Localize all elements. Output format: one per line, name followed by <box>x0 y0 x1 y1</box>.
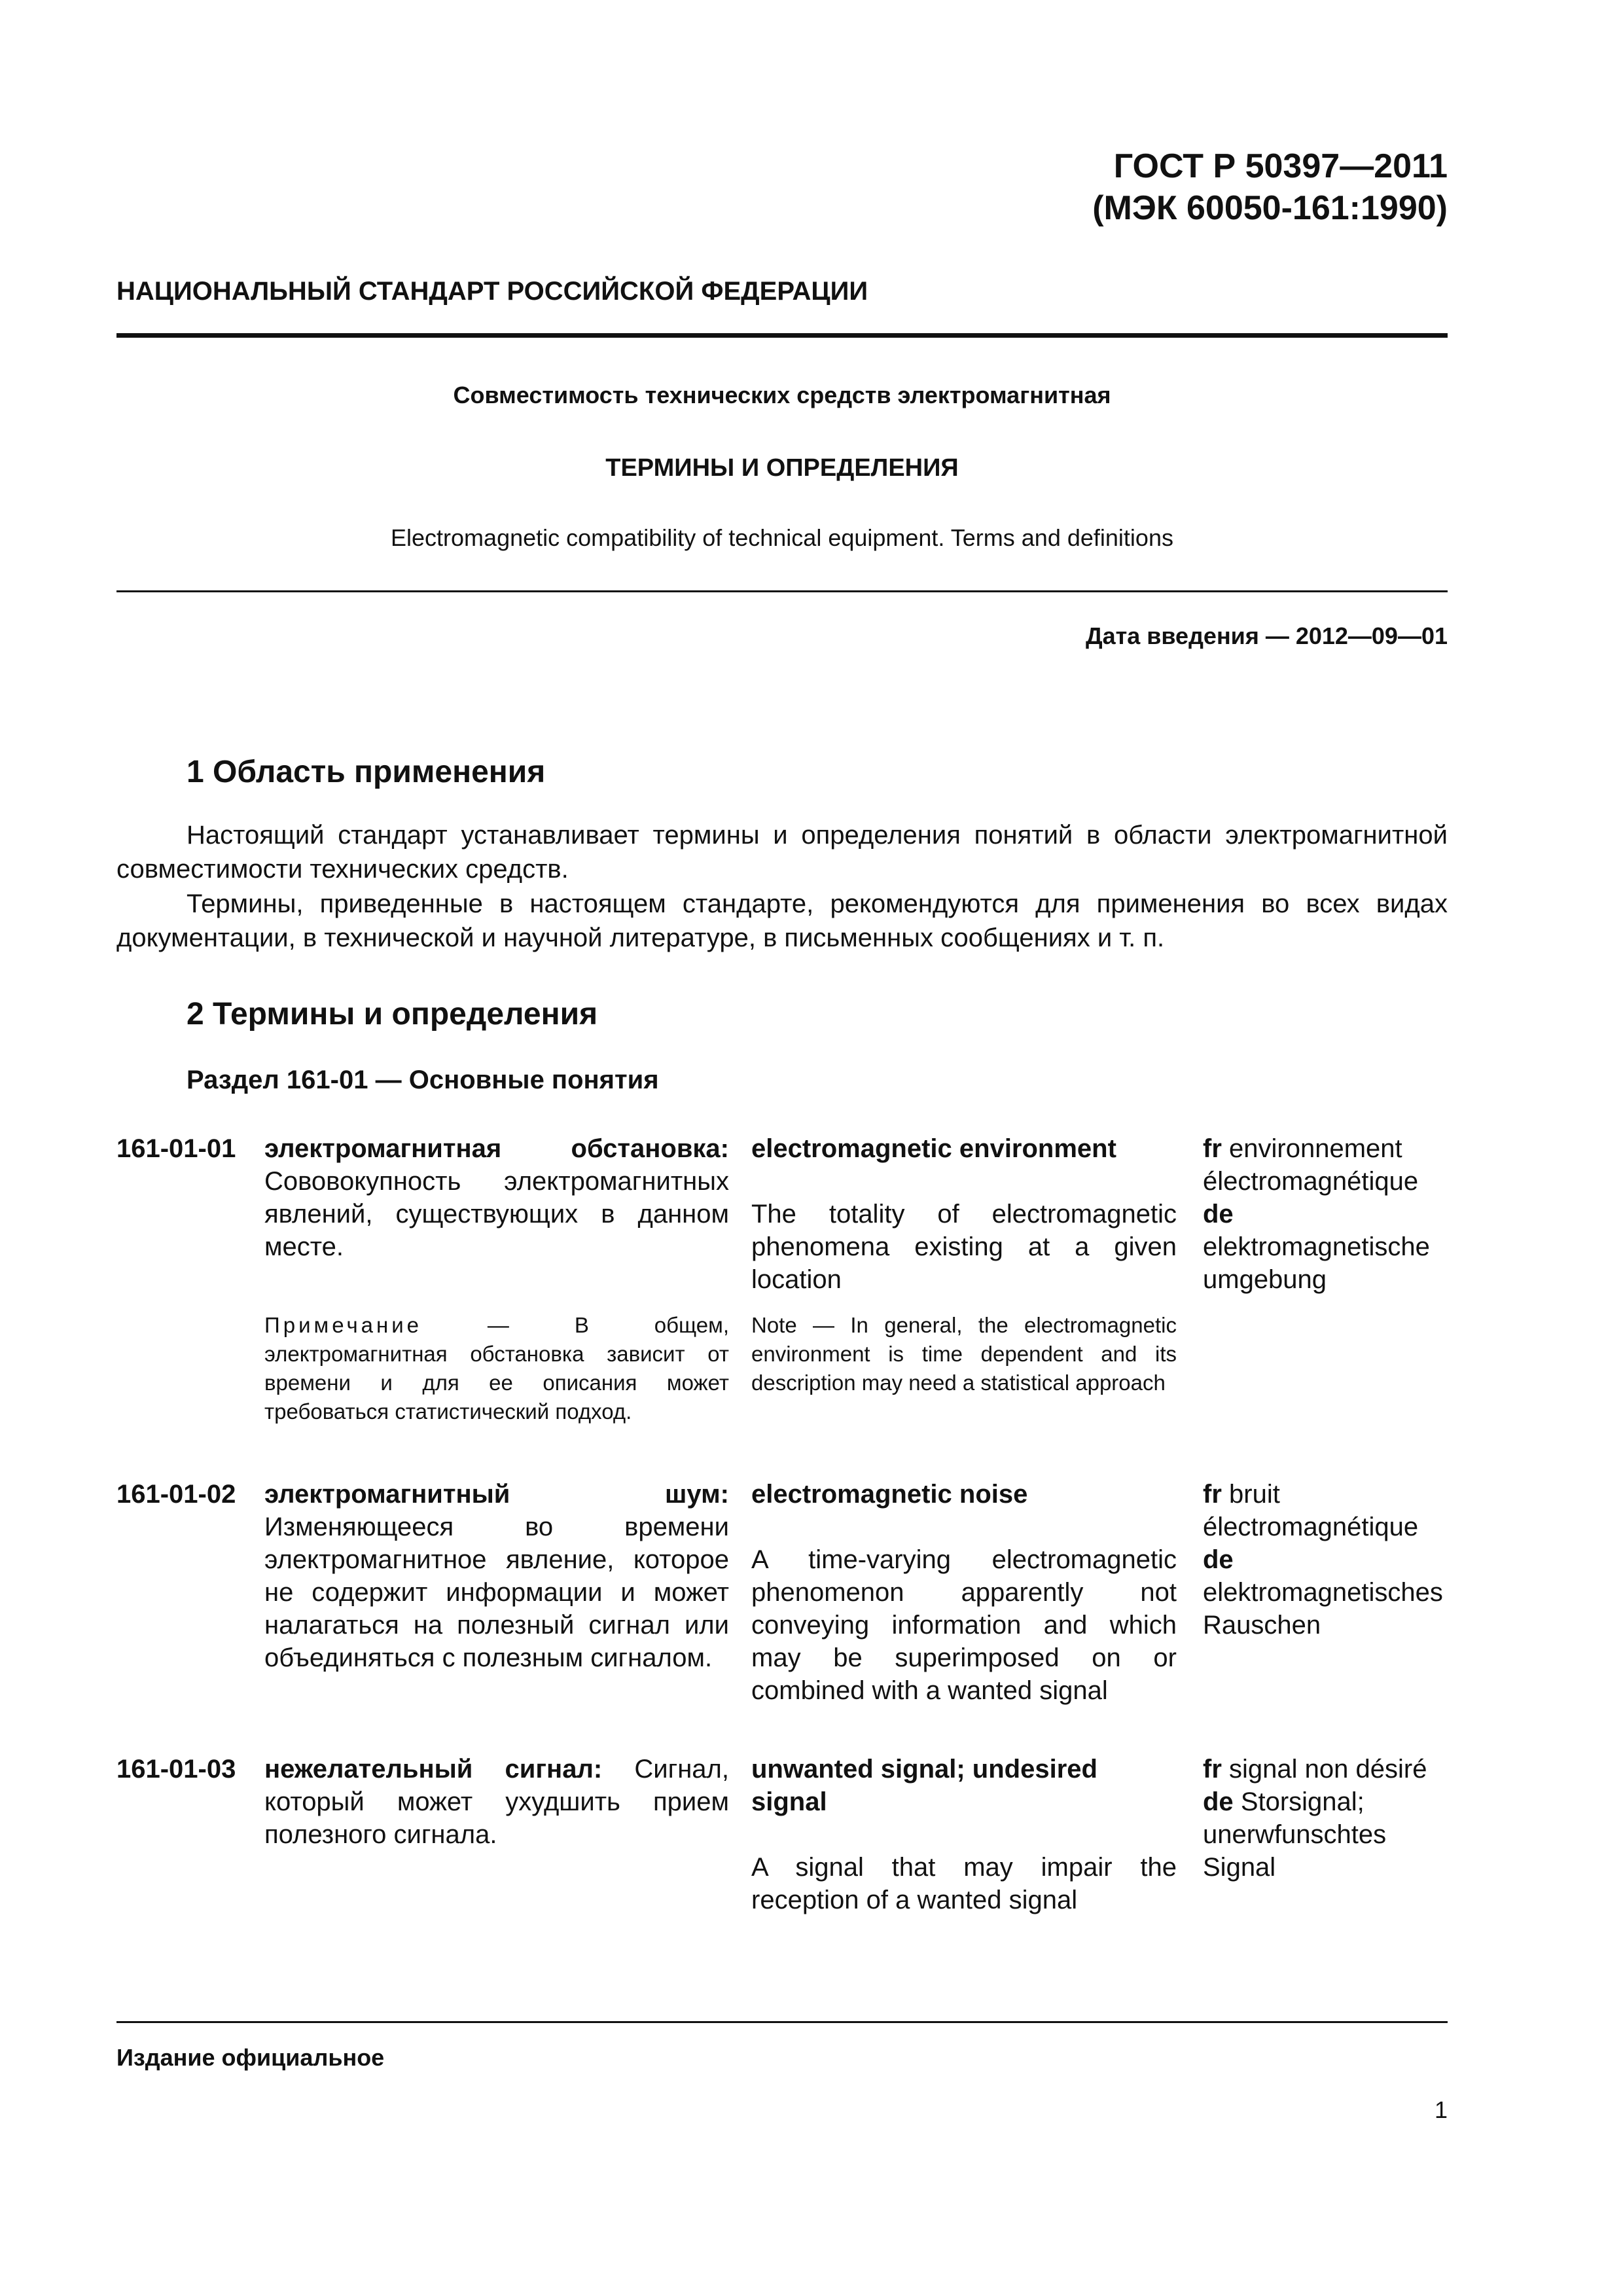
term-ru-definition <box>264 1478 729 1674</box>
term-de <box>1203 1198 1452 1296</box>
note-ru-label: Примечание <box>264 1313 423 1337</box>
fr-text: signal non désiré <box>1229 1755 1427 1784</box>
term-en-definition <box>751 1132 1177 1296</box>
term-fr <box>1203 1478 1452 1543</box>
term-fr <box>1203 1132 1452 1198</box>
standard-number: ГОСТ Р 50397—2011 <box>1113 147 1448 185</box>
term-en-text: A time-varying electromagnetic phenomenon apparently not conveying information and which may be superimposed on or combined with a wanted signal <box>751 1545 1177 1705</box>
de-text: elektromagnetische umgebung <box>1203 1232 1430 1294</box>
term-fr <box>1203 1753 1452 1785</box>
term-ru-name: электромагнитный шум: <box>264 1480 729 1509</box>
introduction-date: Дата введения — 2012—09—01 <box>1085 622 1448 649</box>
section-1-paragraph-2: Термины, приведенные в настоящем стандарте, рекомендуются для применения во всех видах документации, в технической и научной литературе, в письменных сообщениях и т. п. <box>116 889 1448 952</box>
official-edition-label: Издание официальное <box>116 2044 385 2071</box>
page-number: 1 <box>1434 2096 1448 2123</box>
fr-text: environnement électromagnétique <box>1203 1134 1419 1196</box>
term-en-definition <box>751 1753 1177 1916</box>
note-ru-text: — В общем, электромагнитная обстановка зависит от времени и для ее описания может требоваться статистический подход. <box>264 1313 729 1424</box>
de-label: de <box>1203 1545 1234 1574</box>
section-1-heading: 1 Область применения <box>187 755 546 789</box>
term-de <box>1203 1543 1452 1641</box>
section-2-heading: 2 Термины и определения <box>187 997 598 1031</box>
de-text: Storsignal; unerwfunschtes Signal <box>1203 1787 1387 1882</box>
term-de <box>1203 1785 1452 1884</box>
term-number: 161-01-01 <box>116 1134 236 1163</box>
fr-label: fr <box>1203 1134 1222 1163</box>
term-en-text: The totality of electromagnetic phenomena existing at a given location <box>751 1200 1177 1294</box>
term-en-definition <box>751 1478 1177 1707</box>
section-1-paragraph-1: Настоящий стандарт устанавливает термины и определения понятий в области электромагнитной совместимости технических средств. <box>116 821 1448 884</box>
top-rule <box>116 333 1448 338</box>
fr-text: bruit électromagnétique <box>1203 1480 1419 1541</box>
title-english: Electromagnetic compatibility of technical equipment. Terms and definitions <box>391 524 1173 551</box>
term-number: 161-01-03 <box>116 1755 236 1784</box>
national-standard-title: НАЦИОНАЛЬНЫЙ СТАНДАРТ РОССИЙСКОЙ ФЕДЕРАЦИИ <box>116 277 868 306</box>
note-ru <box>264 1311 729 1426</box>
term-ru-text: Изменяющееся во времени электромагнитное явление, которое не содержит информации и может налагаться на полезный сигнал или объединяться с полезным сигналом. <box>264 1513 729 1672</box>
term-en-text: A signal that may impair the reception of a wanted signal <box>751 1853 1177 1914</box>
term-ru-name: электромагнитная обстановка: <box>264 1134 729 1163</box>
term-en-name: unwanted signal; undesired signal <box>751 1755 1097 1816</box>
term-ru-definition <box>264 1132 729 1263</box>
de-text: elektromagnetisches Rauschen <box>1203 1578 1443 1640</box>
term-ru-name: нежелательный сигнал: <box>264 1755 603 1784</box>
de-label: de <box>1203 1200 1234 1229</box>
footer-rule <box>116 2021 1448 2023</box>
iec-number: (МЭК 60050-161:1990) <box>1092 189 1448 227</box>
subsection-heading: Раздел 161-01 — Основные понятия <box>187 1066 659 1094</box>
term-en-name: electromagnetic noise <box>751 1480 1028 1509</box>
note-en: Note — In general, the electromagnetic environment is time dependent and its description may need a statistical approach <box>751 1313 1177 1395</box>
title-rule <box>116 590 1448 592</box>
term-ru-text: Сововокупность электромагнитных явлений, существующих в данном месте. <box>264 1167 729 1261</box>
fr-label: fr <box>1203 1480 1222 1509</box>
term-translations <box>1203 1478 1452 1641</box>
term-ru-text: Сигнал, который может ухудшить прием полезного сигнала. <box>264 1755 729 1849</box>
title-russian: Совместимость технических средств электромагнитная <box>453 382 1111 408</box>
title-terms-definitions: ТЕРМИНЫ И ОПРЕДЕЛЕНИЯ <box>605 454 959 482</box>
term-translations <box>1203 1753 1452 1884</box>
term-number: 161-01-02 <box>116 1480 236 1509</box>
term-en-name: electromagnetic environment <box>751 1134 1116 1163</box>
de-label: de <box>1203 1787 1234 1816</box>
document-code <box>982 145 1448 229</box>
term-translations <box>1203 1132 1452 1296</box>
fr-label: fr <box>1203 1755 1222 1784</box>
term-ru-definition <box>264 1753 729 1851</box>
